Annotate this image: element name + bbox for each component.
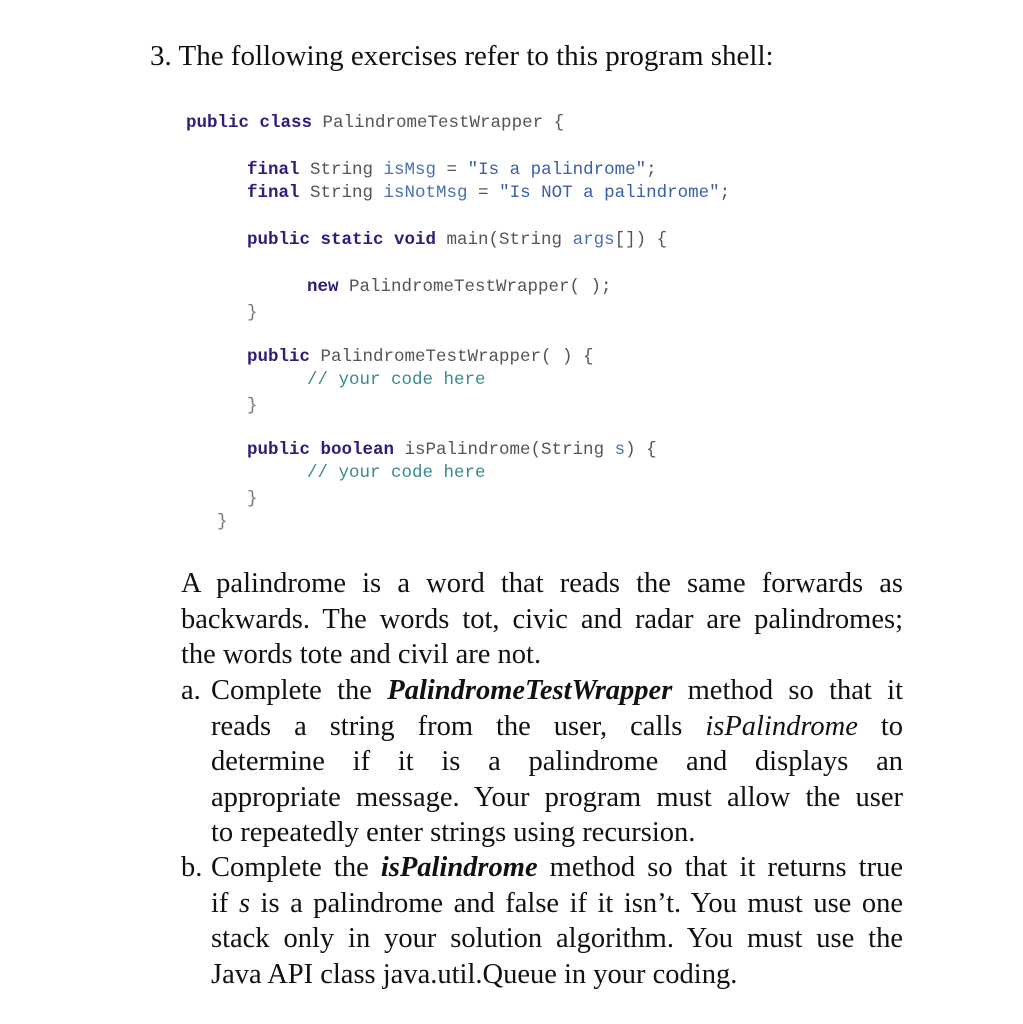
code-text: ; — [719, 183, 731, 203]
item-a-marker: a. — [181, 675, 201, 706]
code-variable: s — [614, 440, 626, 460]
code-close-brace: } — [247, 489, 258, 509]
item-a-line — [211, 709, 903, 745]
code-string: "Is a palindrome" — [467, 160, 647, 180]
text: Complete the — [211, 852, 381, 883]
item-b-line: Java API class java.util.Queue in your coding. — [211, 958, 738, 990]
text: reads a string from the user, calls — [211, 710, 706, 742]
code-string: "Is NOT a palindrome" — [499, 183, 720, 203]
code-line-class — [186, 113, 564, 133]
intro-line: backwards. The words tot, civic and radar are palindromes; — [181, 603, 903, 635]
emphasis-bold-italic: PalindromeTestWrapper — [387, 675, 673, 706]
code-variable: args — [572, 230, 615, 250]
item-b-marker: b. — [181, 852, 203, 883]
item-a-line — [211, 673, 903, 709]
code-text: PalindromeTestWrapper( ); — [338, 277, 612, 297]
intro-paragraph — [181, 566, 903, 673]
text: if — [211, 887, 239, 919]
exercise-heading: 3. The following exercises refer to this program shell: — [150, 40, 774, 72]
intro-line: A palindrome is a word that reads the same forwards as — [181, 568, 903, 599]
code-line-isnotmsg — [247, 183, 730, 203]
text: method so that it — [672, 675, 903, 706]
text: Complete the — [211, 675, 388, 706]
code-comment: // your code here — [307, 370, 486, 390]
code-line-ispalindrome — [247, 440, 657, 460]
code-line-main — [247, 230, 667, 250]
code-close-brace: } — [247, 303, 258, 323]
code-text: PalindromeTestWrapper( ) { — [310, 347, 594, 367]
intro-line: the words tote and civil are not. — [181, 639, 542, 670]
code-text: String — [299, 183, 384, 203]
code-keyword: public static void — [247, 230, 437, 250]
code-line-constructor — [247, 347, 594, 367]
code-text: isPalindrome(String — [394, 440, 615, 460]
emphasis-bold-italic: isPalindrome — [380, 852, 538, 883]
code-text: = — [467, 183, 500, 203]
code-keyword: new — [307, 277, 339, 297]
code-text: = — [436, 160, 468, 180]
code-line-ismsg — [247, 160, 657, 180]
code-text: ) { — [625, 440, 657, 460]
item-b-line: stack only in your solution algorithm. You must use the — [211, 923, 903, 954]
code-line-new — [307, 277, 612, 297]
item-b-line — [211, 850, 903, 886]
code-text: String — [299, 160, 384, 180]
code-keyword: public class — [186, 113, 313, 133]
code-comment: // your code here — [307, 463, 486, 483]
emphasis-italic: isPalindrome — [705, 710, 858, 742]
code-keyword: final — [247, 183, 300, 203]
code-keyword: public boolean — [247, 440, 395, 460]
item-b — [181, 850, 903, 992]
code-keyword: public — [247, 347, 311, 367]
code-variable: isNotMsg — [383, 183, 468, 203]
emphasis-italic: s — [238, 887, 251, 919]
text: is a palindrome and false if it isn’t. You must use one — [250, 887, 903, 919]
item-a-line: to repeatedly enter strings using recursion. — [211, 817, 696, 848]
code-close-brace: } — [247, 396, 258, 416]
text: to — [857, 710, 904, 742]
code-text: ; — [646, 160, 657, 180]
item-a-line: appropriate message. Your program must allow the user — [211, 781, 903, 813]
item-b-line — [211, 886, 903, 922]
code-text: []) { — [614, 230, 668, 250]
code-text: PalindromeTestWrapper { — [312, 113, 565, 133]
code-variable: isMsg — [383, 160, 437, 180]
item-a-line: determine if it is a palindrome and displays an — [211, 746, 903, 777]
code-text: main(String — [436, 230, 573, 250]
code-close-brace: } — [217, 512, 228, 532]
text: method so that it returns true — [537, 852, 903, 883]
item-a — [181, 673, 903, 851]
code-keyword: final — [247, 160, 300, 180]
